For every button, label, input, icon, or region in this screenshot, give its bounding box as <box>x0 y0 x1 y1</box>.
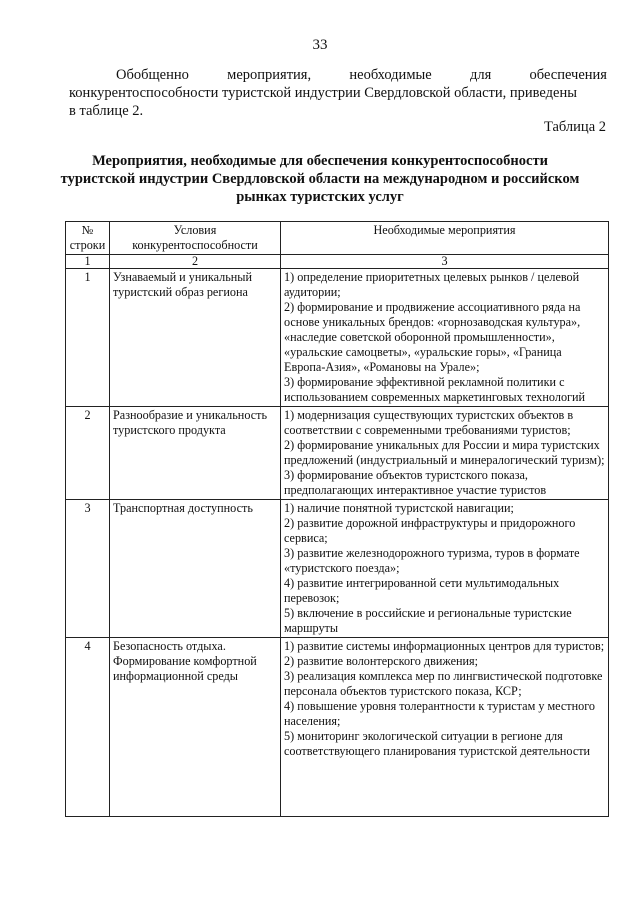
header-num-symbol: № <box>81 223 94 237</box>
intro-word: Обобщенно <box>116 67 189 83</box>
measure-item: 4) развитие интегрированной сети мультимодальных перевозок; <box>284 576 560 605</box>
measure-item: 1) наличие понятной туристской навигации; <box>284 501 514 515</box>
row-number: 1 <box>66 269 110 407</box>
column-index: 1 <box>66 255 110 269</box>
page-number: 33 <box>312 37 328 53</box>
row-number: 4 <box>66 638 110 817</box>
measure-item: 2) развитие дорожной инфраструктуры и придорожного сервиса; <box>284 516 576 545</box>
header-row-number <box>66 222 110 255</box>
measure-item: 4) повышение уровня толерантности к туристам у местного населения; <box>284 699 596 728</box>
column-index: 3 <box>281 255 609 269</box>
column-index: 2 <box>110 255 281 269</box>
table-row <box>66 269 609 407</box>
row-condition: Разнообразие и уникальность туристского продукта <box>110 407 281 500</box>
header-num-word: строки <box>69 238 106 252</box>
measure-item: 2) формирование и продвижение ассоциативного ряда на основе уникальных брендов: «горнозаводская культура», «наследие советской оборонной промышленности», «уральские самоцветы», «уральские горы», «Граница Европа-Азия», «Романовы на Урале»; <box>284 300 581 374</box>
table-row <box>66 407 609 500</box>
intro-word: для <box>469 67 492 83</box>
intro-line-3: в таблице 2. <box>69 103 144 119</box>
row-condition: Узнаваемый и уникальный туристский образ региона <box>110 269 281 407</box>
measure-item: 3) формирование объектов туристского показа, предполагающих интерактивное участие туристов <box>284 468 547 497</box>
table-caption: Таблица 2 <box>543 119 606 135</box>
measure-item: 3) развитие железнодорожного туризма, туров в формате «туристского поезда»; <box>284 546 580 575</box>
measure-item: 5) мониторинг экологической ситуации в регионе для соответствующего планирования туристской деятельности <box>284 729 591 758</box>
row-measures <box>281 269 609 407</box>
measure-item: 1) определение приоритетных целевых рынков / целевой аудитории; <box>284 270 580 299</box>
header-measures: Необходимые мероприятия <box>281 222 609 255</box>
table-title: Мероприятия, необходимые для обеспечения конкурентоспособности туристской индустрии Свердловской области на международном и российском рынках туристских услуг <box>60 153 580 205</box>
intro-line-1 <box>69 66 607 84</box>
measure-item: 3) реализация комплекса мер по лингвистической подготовке персонала объектов туристского показа, КСР; <box>284 669 603 698</box>
intro-word: необходимые <box>349 67 432 83</box>
row-measures <box>281 407 609 500</box>
measures-table <box>65 221 609 817</box>
column-index-row <box>66 255 609 269</box>
table-header-row <box>66 222 609 255</box>
row-measures <box>281 500 609 638</box>
measure-item: 1) развитие системы информационных центров для туристов; <box>284 639 605 653</box>
intro-word: обеспечения <box>529 67 607 83</box>
intro-word: мероприятия, <box>227 67 312 83</box>
intro-line-2: конкурентоспособности туристской индустрии Свердловской области, приведены <box>69 85 577 101</box>
row-condition: Транспортная доступность <box>110 500 281 638</box>
row-number: 2 <box>66 407 110 500</box>
table-row <box>66 638 609 817</box>
row-measures <box>281 638 609 817</box>
measure-item: 1) модернизация существующих туристских объектов в соответствии с современными требованиями туристов; <box>284 408 574 437</box>
measure-item: 2) формирование уникальных для России и мира туристских предложений (индустриальный и минералогический туризм); <box>284 438 605 467</box>
table-row <box>66 500 609 638</box>
measure-item: 2) развитие волонтерского движения; <box>284 654 479 668</box>
intro-paragraph <box>69 66 607 120</box>
row-condition: Безопасность отдыха. Формирование комфортной информационной среды <box>110 638 281 817</box>
measure-item: 5) включение в российские и региональные туристские маршруты <box>284 606 572 635</box>
header-conditions: Условия конкурентоспособности <box>110 222 281 255</box>
measure-item: 3) формирование эффективной рекламной политики с использованием современных маркетинговых технологий <box>284 375 586 404</box>
row-number: 3 <box>66 500 110 638</box>
